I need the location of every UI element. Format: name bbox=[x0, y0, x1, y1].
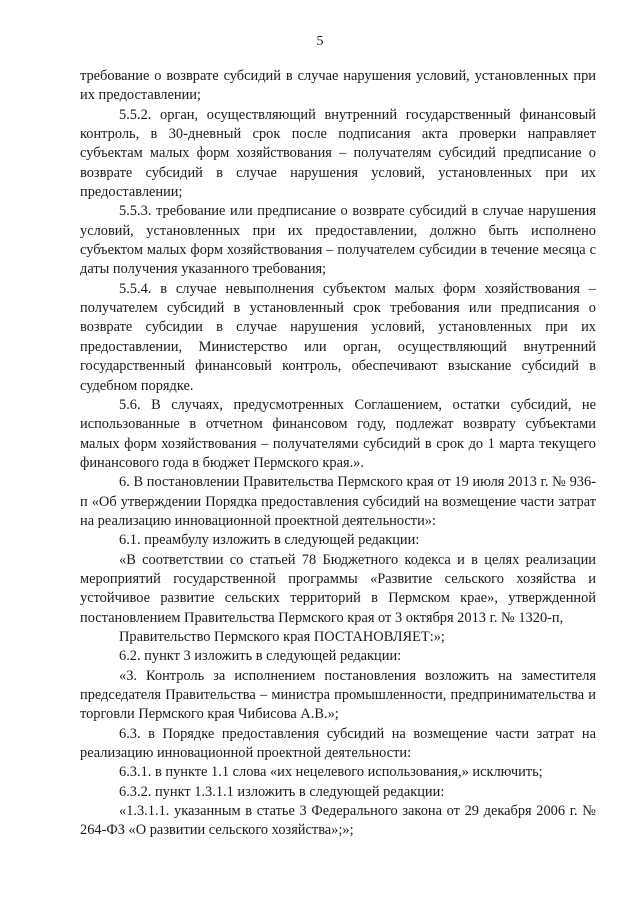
paragraph-1-3-1-1-quote: «1.3.1.1. указанным в статье 3 Федерального закона от 29 декабря 2006 г. № 264-ФЗ «О развитии сельского хозяйства»;»; bbox=[80, 803, 596, 839]
paragraph-5-6: 5.6. В случаях, предусмотренных Соглашением, остатки субсидий, не использованные в отчетном финансовом году, подлежат возврату субъектами малых форм хозяйствования – получателями субсидий в срок до 1 марта текущего финансового года в бюджет Пермского края.». bbox=[80, 396, 596, 471]
paragraph-5-5-3: 5.5.3. требование или предписание о возврате субсидий в случае нарушения условий, установленных при их предоставлении, должно быть исполнено субъектом малых форм хозяйствования – получателем субсидии в течение месяца с даты получения указанного требования; bbox=[80, 203, 596, 278]
paragraph-6-3-1: 6.3.1. в пункте 1.1 слова «их нецелевого использования,» исключить; bbox=[119, 764, 543, 781]
paragraph-6-1: 6.1. преамбулу изложить в следующей редакции: bbox=[119, 532, 420, 549]
paragraph-5-5-4: 5.5.4. в случае невыполнения субъектом малых форм хозяйствования – получателем субсидий в установленный срок требования или предписания о возврате субсидии в случае нарушения условий, установленных при их предоставлении, Министерство или орган, осуществляющий внутренний государственный финансовый контроль, обеспечивают взыскание субсидий в судебном порядке. bbox=[80, 280, 596, 394]
paragraph-6-3-2: 6.3.2. пункт 1.3.1.1 изложить в следующей редакции: bbox=[119, 783, 445, 800]
paragraph-point-3-quote: «3. Контроль за исполнением постановления возложить на заместителя председателя Правительства – министра промышленности, предпринимательства и торговли Пермского края Чибисова А.В.»; bbox=[80, 667, 596, 723]
paragraph-government-resolves: Правительство Пермского края ПОСТАНОВЛЯЕТ:»; bbox=[119, 628, 445, 645]
paragraph-preamble-quote: «В соответствии со статьей 78 Бюджетного кодекса и в целях реализации мероприятий государственной программы «Развитие сельского хозяйства и устойчивое развитие сельских территорий в Пермском крае», утвержденной постановлением Правительства Пермского края от 3 октября 2013 г. № 1320-п, bbox=[80, 551, 596, 626]
paragraph-5-5-2: 5.5.2. орган, осуществляющий внутренний государственный финансовый контроль, в 30-дневный срок после подписания акта проверки направляет субъектам малых форм хозяйствования – получателям субсидий предписание о возврате субсидий в случае нарушения условий, установленных при их предоставлении; bbox=[80, 106, 596, 201]
document-body bbox=[80, 67, 596, 841]
paragraph-6-3: 6.3. в Порядке предоставления субсидий на возмещение части затрат на реализацию инновационной проектной деятельности: bbox=[80, 725, 596, 762]
paragraph-6: 6. В постановлении Правительства Пермского края от 19 июля 2013 г. № 936-п «Об утверждении Порядка предоставления субсидий на возмещение части затрат на реализацию инновационной проектной деятельности»: bbox=[80, 474, 596, 529]
paragraph-continuation: требование о возврате субсидий в случае нарушения условий, установленных при их предоставлении; bbox=[80, 68, 596, 104]
paragraph-6-2: 6.2. пункт 3 изложить в следующей редакции: bbox=[119, 648, 402, 665]
page-number: 5 bbox=[316, 34, 324, 49]
